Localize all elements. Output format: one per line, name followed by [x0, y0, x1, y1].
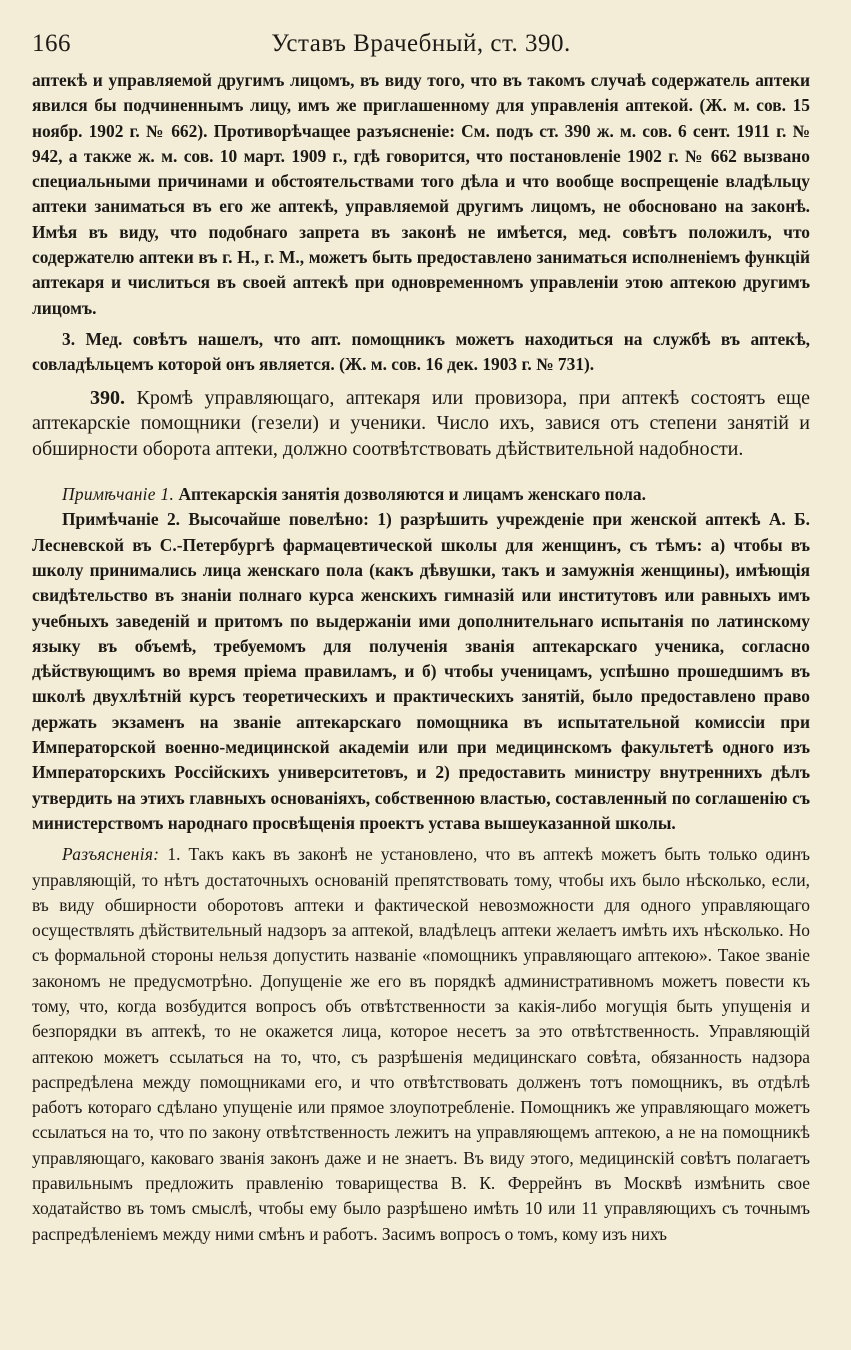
note-2 [32, 507, 810, 836]
top-paragraph: аптекѣ и управляемой другимъ лицомъ, въ виду того, что въ такомъ случаѣ содержатель аптеки явился бы подчиненнымъ лицу, имъ же приглашенному для управленія аптекой. (Ж. м. сов. 15 ноябр. 1902 г. № 662). Противорѣчащее разъясненіе: См. подъ ст. 390 ж. м. сов. 6 сент. 1911 г. № 942, а также ж. м. сов. 10 март. 1909 г., гдѣ говорится, что постановленіе 1902 г. № 662 вызвано специальными причинами и обстоятельствами того дѣла и что вообще воспрещеніе владѣльцу аптеки заниматься въ его же аптекѣ, управляемой другимъ лицомъ, не обосновано на законѣ. Имѣя въ виду, что подобнаго запрета въ законѣ не имѣется, мед. совѣтъ положилъ, что содержателю аптеки въ г. Н., г. М., можетъ быть предоставлено заниматься исполненіемъ функцій аптекаря и числиться въ своей аптекѣ при одновременномъ управленіи этою аптекою другимъ лицомъ. [32, 70, 810, 318]
article-390 [32, 386, 810, 463]
note-2-label: Примѣчаніе 2. [62, 509, 181, 530]
document-page [32, 30, 810, 1247]
page-header [32, 30, 810, 68]
explanations-text: 1. Такъ какъ въ законѣ не установлено, что въ аптекѣ можетъ быть только одинъ управляющій, то нѣтъ достаточныхъ основаній препятствовать тому, чтобы ихъ было нѣсколько, если, въ виду обширности оборотовъ аптеки и фактической невозможности для одного управляющаго осуществлять дѣйствительный надзоръ за аптекой, владѣлецъ аптеки желаетъ имѣть ихъ нѣсколько. Но съ формальной стороны нельзя допустить названіе «помощникъ управляющаго аптекою». Такое званіе закономъ не предусмотрѣно. Допущеніе же его въ порядкѣ административномъ можетъ повести къ тому, что, когда возбудится вопросъ объ отвѣтственности за какія-либо могущія быть упущенія и безпорядки въ аптекѣ, то не окажется лица, которое несетъ за это отвѣтственность. Управляющій аптекою можетъ ссылаться на то, что, съ разрѣшенія медицинскаго совѣта, обязанность надзора распредѣлена между помощниками его, и что отвѣтствовать долженъ тотъ помощникъ, въ отдѣлѣ работъ котораго сдѣлано упущеніе или прямое злоупотребленіе. Помощникъ же управляющаго можетъ ссылаться на то, что по закону отвѣтственность лежитъ на управляющемъ аптекою, а не на помощникѣ управляющаго, каковаго званія законъ даже и не знаетъ. Въ виду этого, медицинскій совѣтъ полагаетъ правильнымъ предложить правленію товарищества В. К. Феррейнъ въ Москвѣ измѣнить свое ходатайство въ томъ смыслѣ, чтобы ему было разрѣшено имѣть 10 или 11 управляющихъ съ точнымъ распредѣленіемъ между ними смѣнъ и работъ. Засимъ вопросъ о томъ, кому изъ нихъ [32, 844, 810, 1244]
explanations [32, 842, 810, 1247]
point-3-paragraph: 3. Мед. совѣтъ нашелъ, что апт. помощникъ можетъ находиться на службѣ въ аптекѣ, совладѣльцемъ которой онъ является. (Ж. м. сов. 16 дек. 1903 г. № 731). [32, 328, 810, 375]
article-text: Кромѣ управляющаго, аптекаря или провизора, при аптекѣ состоятъ еще аптекарскіе помощники (гезели) и ученики. Число ихъ, завися отъ степени занятій и обширности оборота аптеки, должно соотвѣтствовать дѣйствительной надобности. [32, 386, 810, 460]
note-1-text: Аптекарскія занятія дозволяются и лицамъ женскаго пола. [178, 484, 646, 505]
note-2-text: Высочайше повелѣно: 1) разрѣшить учрежденіе при женской аптекѣ А. Б. Лесневской въ С.-Петербургѣ фармацевтической школы для женщинъ, съ тѣмъ: а) чтобы въ школу принимались лица женскаго пола (какъ дѣвушки, такъ и замужнія женщины), имѣющія свидѣтельство въ знаніи полнаго курса женскихъ гимназій или институтовъ или равныхъ имъ учебныхъ заведеній и притомъ по выдержаніи ими дополнительнаго испытанія по латинскому языку въ объемѣ, требуемомъ для полученія званія аптекарскаго ученика, согласно дѣйствующимъ во время пріема правиламъ, и б) чтобы ученицамъ, успѣшно прошедшимъ въ школѣ двухлѣтній курсъ теоретическихъ и практическихъ занятій, было предоставлено право держать экзаменъ на званіе аптекарскаго помощника въ испытательной комиссіи при Императорской военно-медицинской академіи или при медицинскомъ факультетѣ одного изъ Императорскихъ Россійскихъ университетовъ, и 2) предоставить министру внутреннихъ дѣлъ утвердить на этихъ главныхъ основаніяхъ, собственною властью, составленный по соглашенію съ министерствомъ народнаго просвѣщенія проектъ устава вышеуказанной школы. [32, 509, 811, 833]
explanations-label: Разъясненія: [62, 844, 160, 865]
note-1-label: Примѣчаніе 1. [62, 484, 175, 505]
running-title: Уставъ Врачебный, ст. 390. [271, 30, 571, 57]
note-1 [32, 482, 810, 507]
article-number: 390. [90, 386, 125, 409]
page-number: 166 [32, 30, 71, 57]
